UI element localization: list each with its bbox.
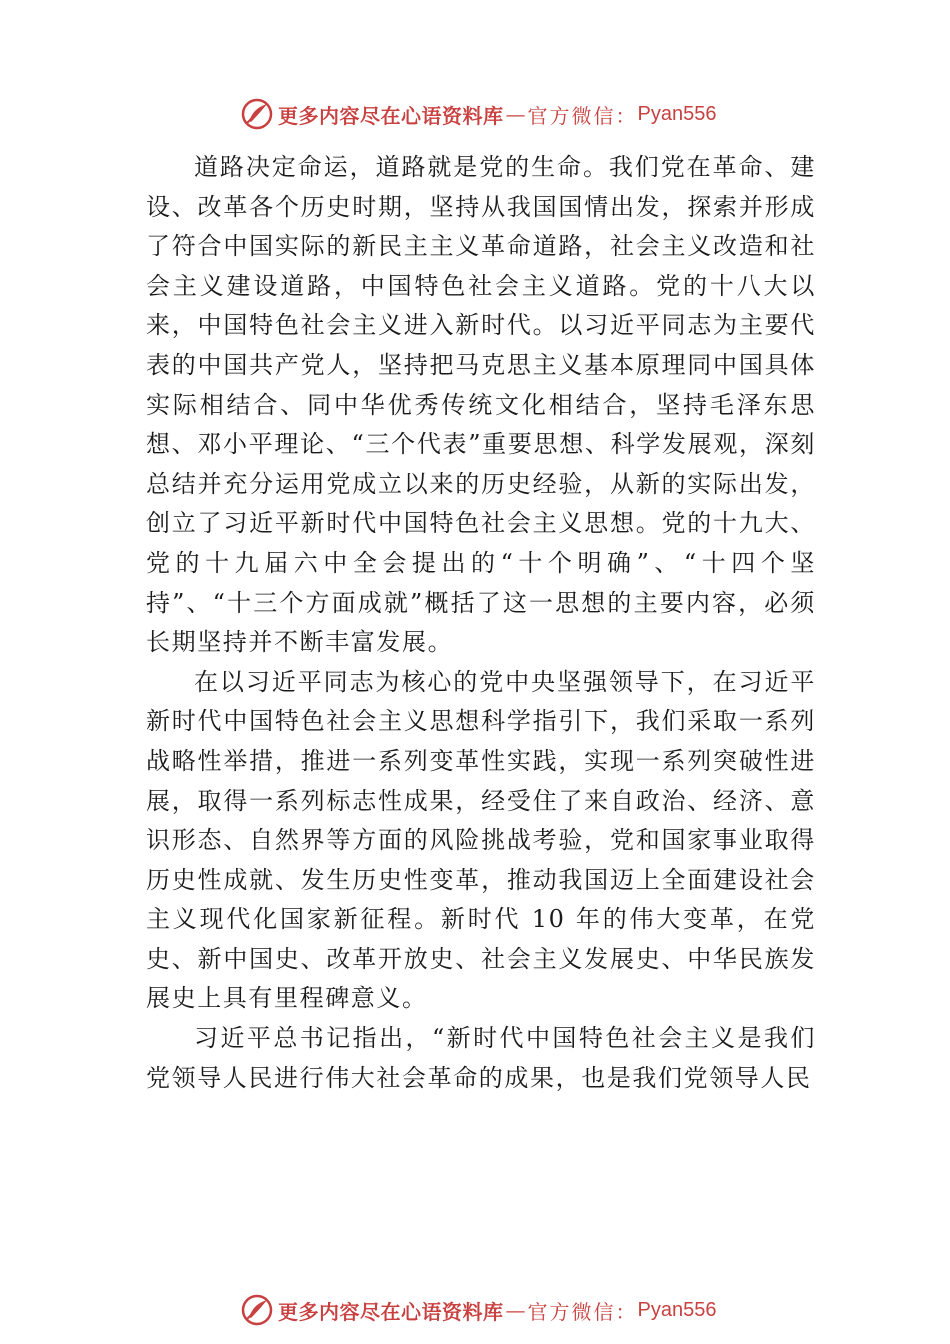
banner-wechat-label: 官方微信： [527, 1299, 638, 1324]
banner-wechat-id: Pyan556 [637, 102, 717, 125]
paragraph-3: 习近平总书记指出，“新时代中国特色社会主义是我们党领导人民进行伟大社会革命的成果，也是我们党领导人民 [146, 1024, 816, 1092]
banner-wechat-label: 官方微信： [527, 103, 638, 128]
banner-wechat-id: Pyan556 [637, 1298, 717, 1321]
document-body [146, 148, 816, 1098]
logo-icon [240, 1293, 274, 1327]
footer-banner [240, 1292, 720, 1328]
banner-dash: — [505, 1298, 526, 1322]
banner-logo-text: 更多内容尽在心语资料库 [278, 103, 504, 128]
paragraph-2: 在以习近平同志为核心的党中央坚强领导下，在习近平新时代中国特色社会主义思想科学指引下，我们采取一系列战略性举措，推进一系列变革性实践，实现一系列突破性进展，取得一系列标志性成果，经受住了来自政治、经济、意识形态、自然界等方面的风险挑战考验，党和国家事业取得历史性成就、发生历史性变革，推动我国迈上全面建设社会主义现代化国家新征程。新时代 10 年的伟大变革，在党史、新中国史、改革开放史、社会主义发展史、中华民族发展史上具有里程碑意义。 [146, 667, 816, 1013]
banner-logo-text: 更多内容尽在心语资料库 [278, 1299, 504, 1324]
paragraph-1: 道路决定命运，道路就是党的生命。我们党在革命、建设、改革各个历史时期，坚持从我国国情出发，探索并形成了符合中国实际的新民主主义革命道路，社会主义改造和社会主义建设道路，中国特色社会主义道路。党的十八大以来，中国特色社会主义进入新时代。以习近平同志为主要代表的中国共产党人，坚持把马克思主义基本原理同中国具体实际相结合、同中华优秀传统文化相结合，坚持毛泽东思想、邓小平理论、“三个代表”重要思想、科学发展观，深刻总结并充分运用党成立以来的历史经验，从新的实际出发，创立了习近平新时代中国特色社会主义思想。党的十九大、党的十九届六中全会提出的“十个明确”、“十四个坚持”、“十三个方面成就”概括了这一思想的主要内容，必须长期坚持并不断丰富发展。 [146, 153, 816, 657]
logo-icon [240, 97, 274, 131]
banner-dash: — [505, 102, 526, 126]
header-banner [240, 96, 720, 132]
